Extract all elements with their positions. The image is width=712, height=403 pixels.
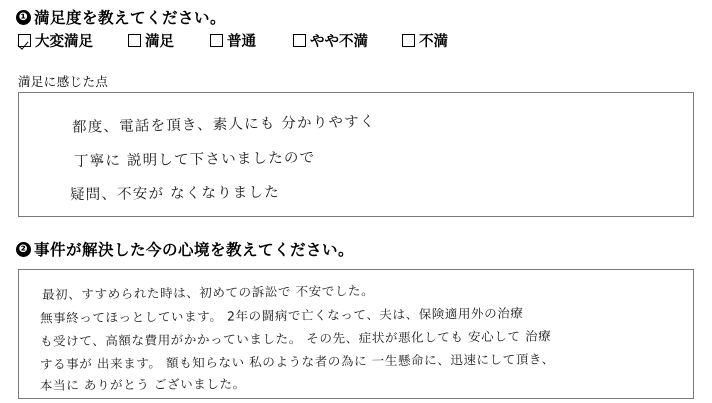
choice-neutral[interactable] bbox=[210, 30, 256, 51]
question-2-number: ❷ bbox=[16, 242, 31, 257]
choice-label: やや不満 bbox=[310, 34, 368, 50]
choice-satisfied[interactable] bbox=[128, 30, 174, 51]
choice-very-satisfied[interactable] bbox=[18, 30, 93, 51]
checkbox-icon[interactable] bbox=[402, 34, 415, 47]
question-1-heading-text: 満足度を教えてください。 bbox=[34, 10, 227, 27]
question-2-heading bbox=[16, 238, 354, 260]
question-2-heading-text: 事件が解決した今の心境を教えてください。 bbox=[34, 242, 355, 259]
checkbox-icon[interactable] bbox=[210, 34, 223, 47]
checkbox-checked-icon[interactable] bbox=[18, 34, 31, 47]
choice-somewhat-dissatisfied[interactable] bbox=[293, 30, 368, 51]
handwritten-line: 都度、電話を頂き、素人にも 分かりやすく bbox=[71, 114, 376, 136]
question-1-number: ❶ bbox=[16, 10, 31, 25]
checkbox-icon[interactable] bbox=[128, 34, 141, 47]
handwritten-line: 最初、すすめられた時は、初めての訴訟で 不安でした。 bbox=[41, 282, 375, 303]
satisfaction-choice-group bbox=[18, 30, 694, 51]
satisfaction-note-label: 満足に感じた点 bbox=[18, 75, 109, 89]
handwritten-line: 疑問、不安が なくなりました bbox=[69, 184, 281, 204]
choice-label: 大変満足 bbox=[35, 34, 93, 50]
handwritten-line: 本当に ありがとう ございました。 bbox=[39, 376, 246, 393]
question-1-heading bbox=[16, 6, 226, 28]
choice-label: 普通 bbox=[227, 34, 256, 50]
handwritten-line: する事が 出来ます。 額も知らない 私のような者の為に 一生懸命に、迅速にして頂き、 bbox=[39, 351, 555, 372]
handwritten-line: も受けて、高額な費用がかかっていました。 その先、症状が悪化しても 安心して 治療 bbox=[39, 328, 552, 349]
choice-label: 満足 bbox=[145, 34, 174, 50]
checkbox-icon[interactable] bbox=[293, 34, 306, 47]
handwritten-line: 丁寧に 説明して下さいましたので bbox=[73, 150, 316, 170]
handwritten-line: 無事終ってほっとしています。 2年の闘病で亡くなって、夫は、保険適用外の治療 bbox=[39, 305, 524, 326]
choice-dissatisfied[interactable] bbox=[402, 30, 448, 51]
choice-label: 不満 bbox=[419, 34, 448, 50]
